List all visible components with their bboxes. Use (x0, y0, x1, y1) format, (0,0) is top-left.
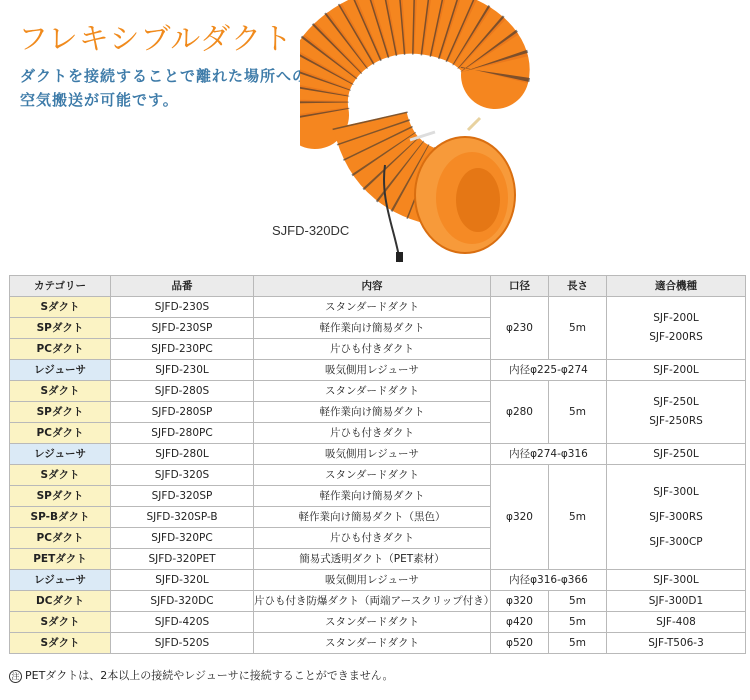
category-cell: PCダクト (10, 528, 111, 549)
compatible-model-cell: SJF-T506-3 (607, 633, 746, 654)
part-number-cell: SJFD-320PC (111, 528, 254, 549)
length-cell: 5m (549, 612, 607, 633)
compatible-model-cell (607, 297, 746, 360)
spec-table (9, 275, 746, 654)
content-cell: 軽作業向け簡易ダクト (254, 318, 491, 339)
part-number-cell: SJFD-230S (111, 297, 254, 318)
category-cell: SPダクト (10, 486, 111, 507)
table-row (10, 360, 746, 381)
col-diameter: 口径 (491, 276, 549, 297)
category-cell: Sダクト (10, 633, 111, 654)
table-row (10, 612, 746, 633)
table-row (10, 297, 746, 318)
col-length: 長さ (549, 276, 607, 297)
reducer-size-cell: 内径φ274-φ316 (491, 444, 607, 465)
content-cell: スタンダードダクト (254, 612, 491, 633)
part-number-cell: SJFD-280L (111, 444, 254, 465)
content-cell: 吸気側用レジューサ (254, 570, 491, 591)
diameter-cell: φ280 (491, 381, 549, 444)
category-cell: Sダクト (10, 297, 111, 318)
col-compatible-model: 適合機種 (607, 276, 746, 297)
compatible-model-cell (607, 381, 746, 444)
table-row (10, 465, 746, 486)
content-cell: 吸気側用レジューサ (254, 360, 491, 381)
compatible-model: SJF-300RS (649, 510, 703, 523)
table-row (10, 381, 746, 402)
part-number-cell: SJFD-320PET (111, 549, 254, 570)
footnote-text: PETダクトは、2本以上の接続やレジューサに接続することができません。 (25, 669, 394, 682)
compatible-model-cell: SJF-300L (607, 570, 746, 591)
footnote (9, 667, 393, 683)
part-number-cell: SJFD-280SP (111, 402, 254, 423)
category-cell: PCダクト (10, 423, 111, 444)
compatible-model: SJF-200RS (649, 331, 703, 343)
part-number-cell: SJFD-230L (111, 360, 254, 381)
compatible-model-cell: SJF-408 (607, 612, 746, 633)
category-cell: PETダクト (10, 549, 111, 570)
table-row (10, 633, 746, 654)
part-number-cell: SJFD-230SP (111, 318, 254, 339)
category-cell: Sダクト (10, 465, 111, 486)
content-cell: 片ひも付きダクト (254, 339, 491, 360)
length-cell: 5m (549, 465, 607, 570)
length-cell: 5m (549, 591, 607, 612)
category-cell: SP-Bダクト (10, 507, 111, 528)
diameter-cell: φ230 (491, 297, 549, 360)
col-content: 内容 (254, 276, 491, 297)
table-row (10, 444, 746, 465)
part-number-cell: SJFD-320SP (111, 486, 254, 507)
description (20, 64, 308, 112)
description-line-2: 空気搬送が可能です。 (20, 91, 179, 109)
table-header-row (10, 276, 746, 297)
content-cell: 簡易式透明ダクト（PET素材） (254, 549, 491, 570)
description-line-1: ダクトを接続することで離れた場所への (20, 67, 309, 85)
part-number-cell: SJFD-520S (111, 633, 254, 654)
content-cell: スタンダードダクト (254, 465, 491, 486)
content-cell: 軽作業向け簡易ダクト（黒色） (254, 507, 491, 528)
content-cell: 軽作業向け簡易ダクト (254, 402, 491, 423)
category-cell: SPダクト (10, 402, 111, 423)
compatible-model: SJF-250RS (649, 415, 703, 427)
table-row (10, 591, 746, 612)
length-cell: 5m (549, 633, 607, 654)
content-cell: 片ひも付き防爆ダクト（両端アースクリップ付き） (254, 591, 491, 612)
content-cell: スタンダードダクト (254, 381, 491, 402)
category-cell: DCダクト (10, 591, 111, 612)
category-cell: Sダクト (10, 381, 111, 402)
category-cell: Sダクト (10, 612, 111, 633)
photo-model-caption: SJFD-320DC (272, 223, 350, 238)
diameter-cell: φ320 (491, 465, 549, 570)
diameter-cell: φ320 (491, 591, 549, 612)
diameter-cell: φ420 (491, 612, 549, 633)
content-cell: 片ひも付きダクト (254, 528, 491, 549)
content-cell: 軽作業向け簡易ダクト (254, 486, 491, 507)
part-number-cell: SJFD-280S (111, 381, 254, 402)
compatible-model-cell: SJF-300D1 (607, 591, 746, 612)
category-cell: SPダクト (10, 318, 111, 339)
compatible-model: SJF-300CP (649, 535, 703, 548)
category-cell: レジューサ (10, 570, 111, 591)
note-mark-icon: 注 (9, 670, 22, 683)
compatible-model-cell: SJF-250L (607, 444, 746, 465)
category-cell: PCダクト (10, 339, 111, 360)
diameter-cell: φ520 (491, 633, 549, 654)
compatible-model: SJF-250L (653, 396, 699, 408)
table-row (10, 570, 746, 591)
reducer-size-cell: 内径φ316-φ366 (491, 570, 607, 591)
content-cell: スタンダードダクト (254, 297, 491, 318)
col-part-number: 品番 (111, 276, 254, 297)
length-cell: 5m (549, 381, 607, 444)
part-number-cell: SJFD-320S (111, 465, 254, 486)
part-number-cell: SJFD-230PC (111, 339, 254, 360)
compatible-model: SJF-200L (653, 312, 699, 324)
category-cell: レジューサ (10, 444, 111, 465)
content-cell: 片ひも付きダクト (254, 423, 491, 444)
compatible-model: SJF-300L (653, 485, 699, 498)
compatible-model-cell (607, 465, 746, 570)
part-number-cell: SJFD-280PC (111, 423, 254, 444)
part-number-cell: SJFD-320SP-B (111, 507, 254, 528)
reducer-size-cell: 内径φ225-φ274 (491, 360, 607, 381)
compatible-model-cell: SJF-200L (607, 360, 746, 381)
col-category: カテゴリー (10, 276, 111, 297)
content-cell: スタンダードダクト (254, 633, 491, 654)
length-cell: 5m (549, 297, 607, 360)
page-title: フレキシブルダクト (18, 22, 294, 57)
part-number-cell: SJFD-320DC (111, 591, 254, 612)
part-number-cell: SJFD-320L (111, 570, 254, 591)
category-cell: レジューサ (10, 360, 111, 381)
part-number-cell: SJFD-420S (111, 612, 254, 633)
content-cell: 吸気側用レジューサ (254, 444, 491, 465)
